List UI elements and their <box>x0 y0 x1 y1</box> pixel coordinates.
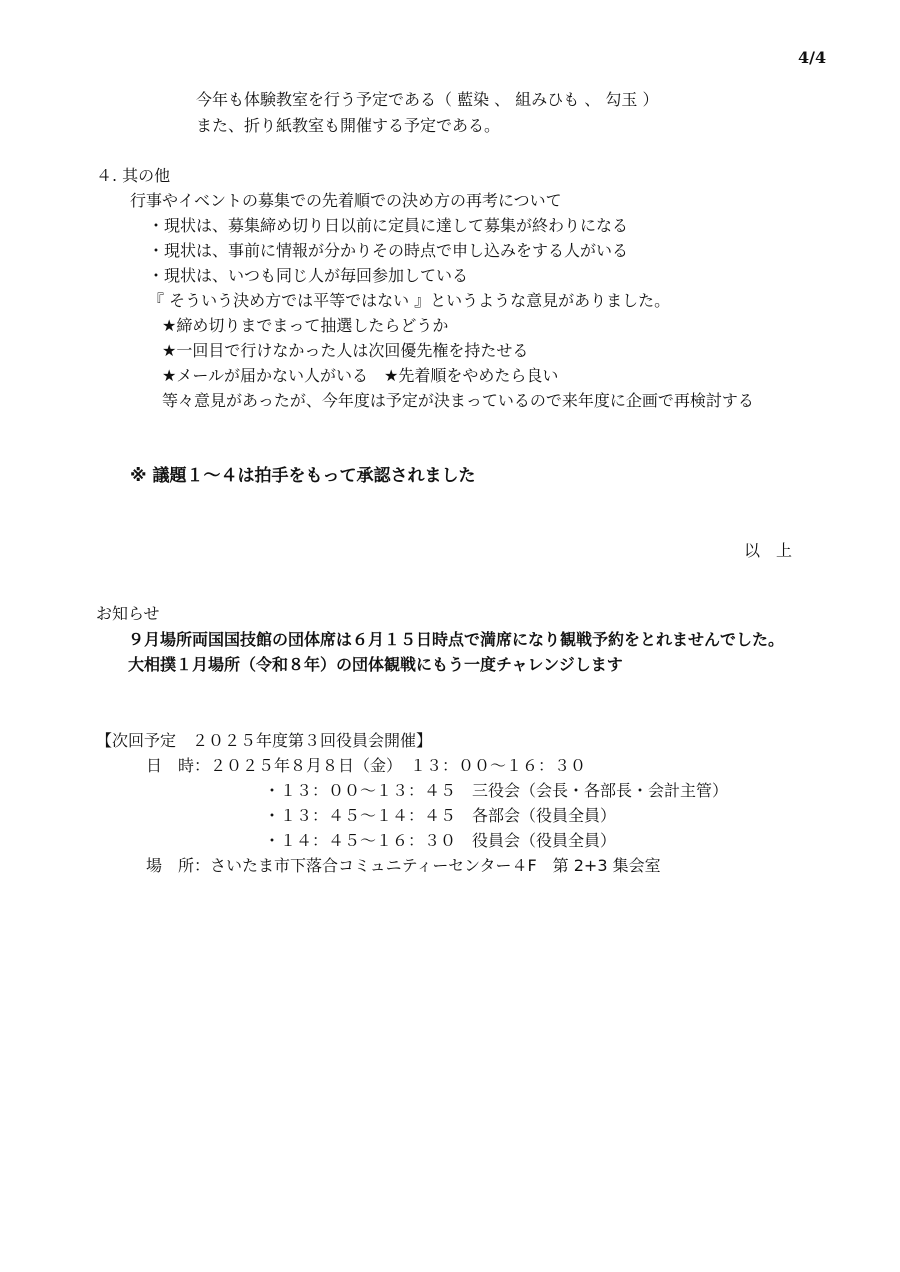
section4-subheading: 行事やイベントの募集での先着順での決め方の再考について <box>130 191 562 210</box>
notice-line-2: 大相撲１月場所（令和８年）の団体観戦にもう一度チャレンジします <box>128 655 623 674</box>
opinion-star-2: ★一回目で行けなかった人は次回優先権を持たせる <box>162 341 529 360</box>
section4-heading: ４. 其の他 <box>96 166 171 185</box>
section4-bullet-3: ・現状は、いつも同じ人が毎回参加している <box>148 266 469 285</box>
section4-bullet-2: ・現状は、事前に情報が分かりその時点で申し込みをする人がいる <box>148 241 629 260</box>
intro-line-1: 今年も体験教室を行う予定である（ 藍染 、 組みひも 、 勾玉 ） <box>196 90 659 109</box>
intro-line-2: また、折り紙教室も開催する予定である。 <box>196 116 501 135</box>
notice-heading: お知らせ <box>96 604 160 623</box>
next-meeting-place: 場 所：さいたま市下落合コミュニティーセンター４F 第 2+3 集会室 <box>146 856 661 875</box>
approval-note: ※ 議題１～４は拍手をもって承認されました <box>130 466 476 486</box>
opinion-star-3: ★メールが届かない人がいる ★先着順をやめたら良い <box>162 366 559 385</box>
schedule-item-3: ・１４：４５～１６：３０ 役員会（役員全員） <box>264 831 617 850</box>
opinion-star-1: ★締め切りまでまって抽選したらどうか <box>162 316 449 335</box>
notice-line-1: ９月場所両国国技館の団体席は６月１５日時点で満席になり観戦予約をとれませんでした。 <box>128 630 785 649</box>
section4-bullet-1: ・現状は、募集締め切り日以前に定員に達して募集が終わりになる <box>148 216 629 235</box>
next-meeting-datetime: 日 時：２０２５年８月８日（金） １３：００～１６：３０ <box>146 756 587 775</box>
section4-conclusion: 等々意見があったが、今年度は予定が決まっているので来年度に企画で再検討する <box>162 391 754 410</box>
end-mark: 以 上 <box>744 541 793 560</box>
schedule-item-2: ・１３：４５～１４：４５ 各部会（役員全員） <box>264 806 617 825</box>
page-number: 4/4 <box>798 48 827 67</box>
next-meeting-heading: 【次回予定 ２０２５年度第３回役員会開催】 <box>96 731 433 750</box>
schedule-item-1: ・１３：００～１３：４５ 三役会（会長・各部長・会計主管） <box>264 781 729 800</box>
opinion-intro: 『 そういう決め方では平等ではない 』というような意見がありました。 <box>148 291 671 310</box>
